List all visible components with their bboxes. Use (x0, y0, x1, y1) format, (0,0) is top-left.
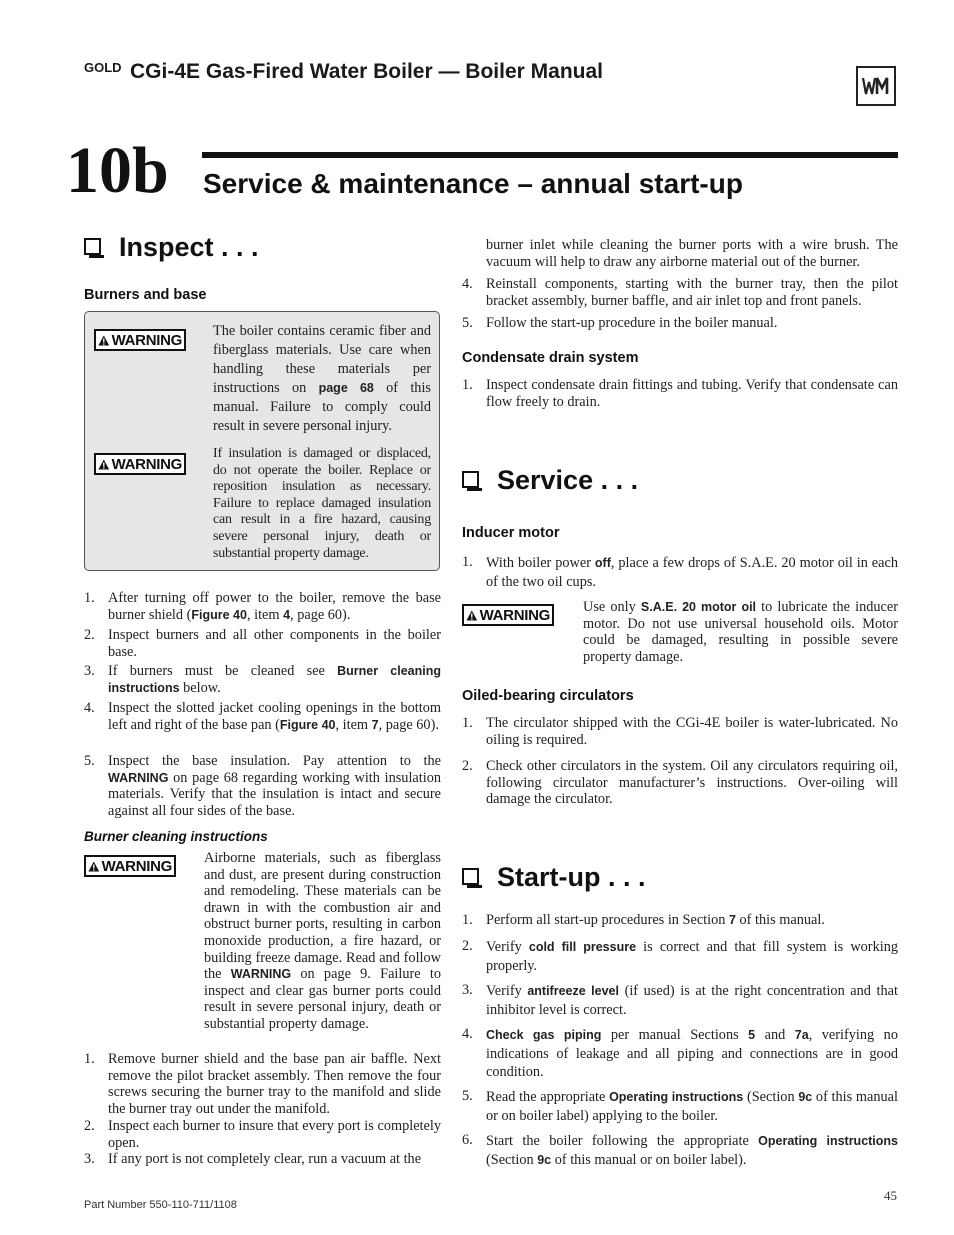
list-item: 1. The circulator shipped with the CGi-4E boiler is water-lubricated. No oiling is required. (462, 715, 898, 748)
oiled-bearing-heading: Oiled-bearing circulators (462, 688, 634, 704)
section-number: 10b (66, 134, 169, 207)
inducer-motor-heading: Inducer motor (462, 525, 560, 541)
manual-title: CGi-4E Gas-Fired Water Boiler — Boiler Manual (130, 60, 603, 83)
list-item: 5. Inspect the base insulation. Pay attention to the WARNING on page 68 regarding working with insulation materials. Verify that the insulation is intact and secure against all four sides of the base. (84, 753, 441, 819)
list-item: 1. Perform all start-up procedures in Section 7 of this manual. (462, 912, 825, 928)
list-item: 4. Reinstall components, starting with the burner tray, then the pilot bracket assembly, burner baffle, and air inlet top and front panels. (462, 276, 898, 309)
warning-text-oil: Use only S.A.E. 20 motor oil to lubricate the inducer motor. Do not use universal household oils. Motor could be damaged, resulting in possible severe property damage. (583, 599, 899, 665)
warning-triangle-icon (98, 458, 110, 471)
warning-text-fiber: The boiler contains ceramic fiber and fiberglass materials. Use care when handling these materials per instructions on page 68 of this manual. Failure to comply could result in severe personal injury. (213, 323, 431, 434)
list-item: 1. Remove burner shield and the base pan air baffle. Next remove the pilot bracket assembly. Then remove the four screws securing the burner tray to the manifold and slide the burner tray out under the manifold. (84, 1051, 441, 1117)
warning-triangle-icon (466, 609, 478, 622)
list-item: 1. Inspect condensate drain fittings and tubing. Verify that condensate can flow freely to drain. (462, 377, 898, 410)
page-number: 45 (884, 1188, 897, 1203)
list-item: 5. Read the appropriate Operating instructions (Section 9c of this manual or on boiler label) applying to the boiler. (462, 1088, 898, 1124)
warning-badge: WARNING (94, 329, 186, 351)
inspect-heading: Inspect . . . (84, 232, 259, 263)
warning-text-insulation: If insulation is damaged or displaced, do not operate the boiler. Replace or reposition insulation as necessary. Failure to replace damaged insulation can result in a fire hazard, causing severe personal injury, death or substantial property damage. (213, 446, 431, 561)
burners-base-heading: Burners and base (84, 287, 207, 303)
list-item: 5. Follow the start-up procedure in the boiler manual. (462, 315, 778, 331)
section-rule (202, 152, 898, 158)
service-heading: Service . . . (462, 465, 638, 496)
warning-badge: WARNING (462, 604, 554, 626)
warning-badge: WARNING (94, 453, 186, 475)
startup-heading: Start-up . . . (462, 862, 646, 893)
brand-label: GOLD (84, 60, 122, 75)
warning-text-airborne: Airborne materials, such as fiberglass and dust, are present during construction and remodeling. These materials can be drawn in with the combustion air and obstruct burner ports, resulting in carbon monoxide production, a fire hazard, or building freeze damage. Read and follow the WARNING on page 9. Failure to inspect and clear gas burner ports could result in severe personal injury, death or substantial property damage. (204, 850, 441, 1032)
list-item: 2. Inspect burners and all other components in the boiler base. (84, 627, 441, 660)
running-header (84, 60, 603, 84)
warning-triangle-icon (98, 334, 110, 347)
list-item: 3. If any port is not completely clear, run a vacuum at the (84, 1151, 422, 1167)
list-item: 3. Verify antifreeze level (if used) is at the right concentration and that inhibitor level is correct. (462, 982, 898, 1018)
cleaning-step-continued: burner inlet while cleaning the burner ports with a wire brush. The vacuum will help to draw any airborne material out of the burner. (486, 237, 898, 270)
list-item: 3. If burners must be cleaned see Burner cleaning instructions below. (84, 663, 441, 696)
list-item: 4. Check gas piping per manual Sections 5 and 7a, verifying no indications of leakage and all piping and connections are in good condition. (462, 1026, 898, 1080)
condensate-heading: Condensate drain system (462, 350, 639, 366)
list-item: 2. Verify cold fill pressure is correct and that fill system is working properly. (462, 938, 898, 974)
checkbox-icon (462, 868, 479, 885)
checkbox-icon (462, 471, 479, 488)
section-title: Service & maintenance – annual start-up (203, 168, 743, 199)
list-item: 2. Inspect each burner to insure that every port is completely open. (84, 1118, 441, 1151)
burner-cleaning-heading: Burner cleaning instructions (84, 829, 268, 844)
list-item: 6. Start the boiler following the appropriate Operating instructions (Section 9c of this manual or on boiler label). (462, 1132, 899, 1168)
list-item: 4. Inspect the slotted jacket cooling openings in the bottom left and right of the base pan (Figure 40, item 7, page 60). (84, 700, 441, 733)
weil-mclain-logo-icon (856, 66, 896, 106)
list-item: 1. After turning off power to the boiler, remove the base burner shield (Figure 40, item 4, page 60). (84, 590, 441, 623)
list-item: 1. With boiler power off, place a few drops of S.A.E. 20 motor oil in each of the two oil cups. (462, 554, 898, 590)
part-number: Part Number 550-110-711/1108 (84, 1199, 237, 1211)
warning-badge: WARNING (84, 855, 176, 877)
list-item: 2. Check other circulators in the system. Oil any circulators requiring oil, following circulator manufacturer’s instructions. Over-oiling will damage the circulator. (462, 758, 898, 808)
warning-triangle-icon (88, 860, 100, 873)
checkbox-icon (84, 238, 101, 255)
